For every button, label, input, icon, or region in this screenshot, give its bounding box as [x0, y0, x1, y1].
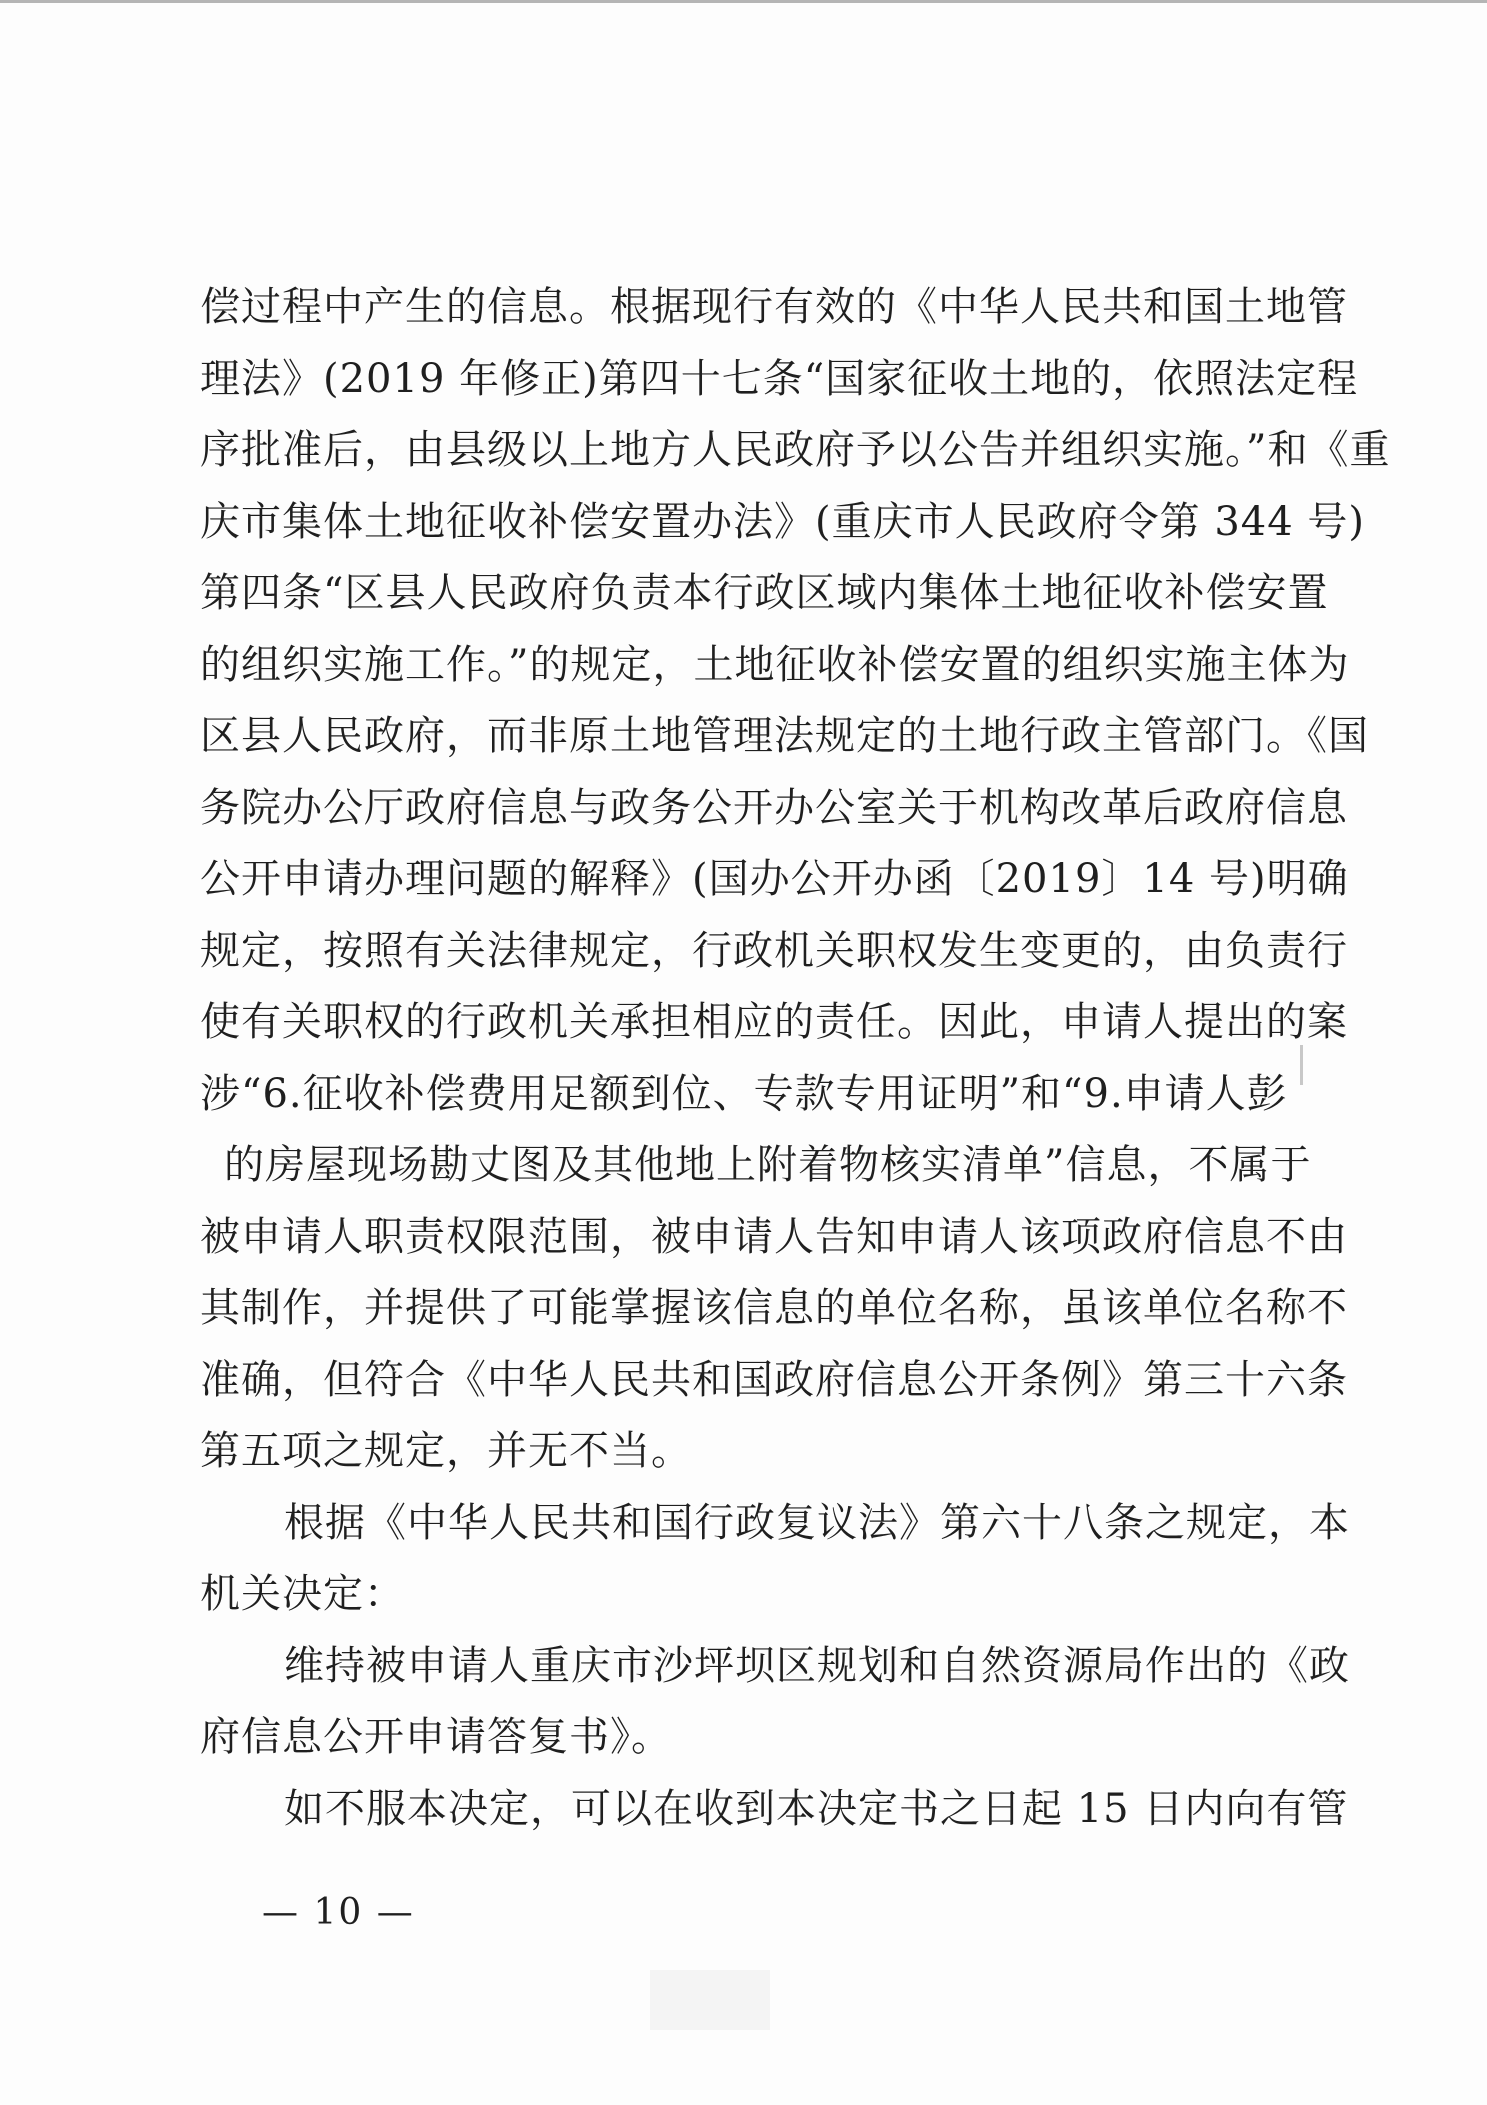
- body-line-1: 偿过程中产生的信息。根据现行有效的《中华人民共和国土地管: [200, 284, 1348, 330]
- body-line-12: 涉“6.征收补偿费用足额到位、专款专用证明”和“9.申请人彭: [200, 1070, 1288, 1117]
- page-top-edge: [0, 0, 1487, 3]
- body-line-5: 第四条“区县人民政府负责本行政区域内集体土地征收补偿安置: [200, 570, 1329, 616]
- body-line-4: 庆市集体土地征收补偿安置办法》(重庆市人民政府令第 344 号): [200, 498, 1365, 545]
- body-line-3: 序批准后，由县级以上地方人民政府予以公告并组织实施。”和《重: [200, 427, 1391, 473]
- document-body: [200, 272, 1391, 1845]
- body-line-16: 准确，但符合《中华人民共和国政府信息公开条例》第三十六条: [200, 1356, 1348, 1403]
- body-line-21: 府信息公开申请答复书》。: [200, 1714, 672, 1760]
- body-line-13: 的房屋现场勘丈图及其他地上附着物核实清单”信息，不属于: [224, 1142, 1312, 1188]
- page-number: — 10 —: [262, 1892, 415, 1933]
- body-line-7: 区县人民政府，而非原土地管理法规定的土地行政主管部门。《国: [200, 713, 1369, 759]
- body-line-10: 规定，按照有关法律规定，行政机关职权发生变更的，由负责行: [200, 927, 1348, 974]
- body-line-20: 维持被申请人重庆市沙坪坝区规划和自然资源局作出的《政: [284, 1642, 1350, 1689]
- body-line-15: 其制作，并提供了可能掌握该信息的单位名称，虽该单位名称不: [200, 1285, 1348, 1331]
- body-line-19: 机关决定：: [200, 1571, 405, 1617]
- body-line-6: 的组织实施工作。”的规定，土地征收补偿安置的组织实施主体为: [200, 641, 1350, 688]
- redaction-mark: [1300, 1045, 1303, 1085]
- body-line-22: 如不服本决定，可以在收到本决定书之日起 15 日内向有管: [284, 1785, 1349, 1832]
- body-line-17: 第五项之规定，并无不当。: [200, 1428, 692, 1474]
- body-line-14: 被申请人职责权限范围，被申请人告知申请人该项政府信息不由: [200, 1213, 1348, 1260]
- body-line-2: 理法》(2019 年修正)第四十七条“国家征收土地的，依照法定程: [200, 355, 1359, 402]
- faint-smudge: [650, 1970, 770, 2030]
- body-line-8: 务院办公厅政府信息与政务公开办公室关于机构改革后政府信息: [200, 784, 1348, 831]
- body-line-11: 使有关职权的行政机关承担相应的责任。因此，申请人提出的案: [200, 999, 1348, 1045]
- body-line-18: 根据《中华人民共和国行政复议法》第六十八条之规定，本: [284, 1499, 1350, 1546]
- body-line-9: 公开申请办理问题的解释》(国办公开办函〔2019〕14 号)明确: [200, 856, 1349, 902]
